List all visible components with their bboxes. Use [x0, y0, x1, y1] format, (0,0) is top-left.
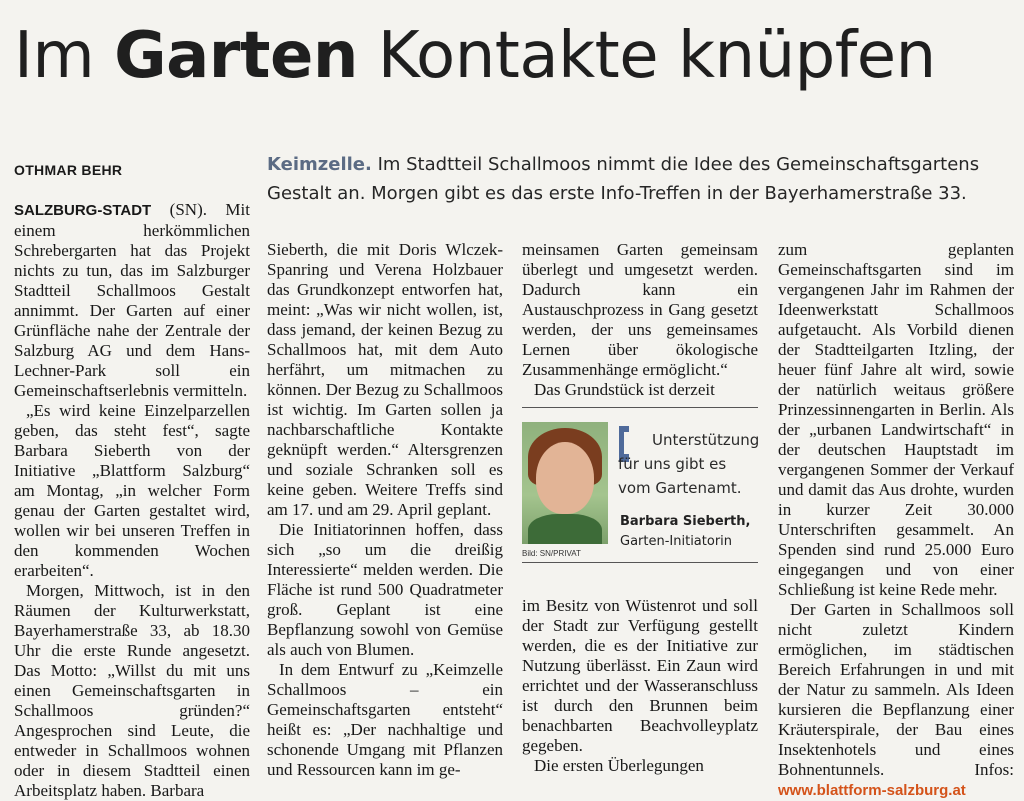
headline-bold: Garten	[114, 19, 358, 93]
lead-kicker: Keimzelle.	[267, 154, 372, 175]
column3-p2: Das Grundstück ist derzeit	[534, 380, 715, 399]
quote-role: Garten-Initiatorin	[620, 534, 733, 549]
portrait-photo	[522, 422, 608, 544]
column2-p1: Sieberth, die mit Doris Wlczek-Spanring und Verena Holzbauer das Grundkonzept entworfen hat, meint: „Was wir nicht wollen, ist, dass jemand, der keinen Bezug zu Schallmoos hat, mit dem Auto herfährt, um mitmachen zu können. Der Bezug zu Schallmoos ist wichtig. Im Garten sollen ja nachbarschaftliche Kontakte geknüpft werden.“ Altersgrenzen und soziale Schranken soll es keine geben. Weitere Treffs sind am 17. und am 29. April geplant.	[267, 240, 503, 519]
pull-quote-box	[522, 407, 758, 563]
dateline: SALZBURG-STADT	[14, 202, 152, 219]
column2-p2: Die Initiatorinnen hoffen, dass sich „so um die dreißig Interessierte“ melden werden. Die Fläche ist rund 500 Quadratmeter groß. Geplant ist eine Bepflanzung sowohl von Gemüse als auch von Blumen.	[267, 520, 503, 659]
column3-p4: Die ersten Überlegungen	[534, 756, 704, 775]
column1-p2: „Es wird keine Einzelparzellen geben, das steht fest“, sagte Barbara Sieberth von der Initiative „Blattform Salzburg“ am Montag, „in welcher Form genau der Garten gestaltet wird, wollen wir bei unseren Treffen in den kommenden Wochen erarbeiten“.	[14, 401, 250, 580]
column3-p1: meinsamen Garten gemeinsam überlegt und umgesetzt werden. Dadurch kann ein Austauschprozess in Gang gesetzt werden, der uns gemeinsames Lernen über ökologische Zusammenhänge ermöglicht.“	[522, 240, 758, 379]
column1-p1: (SN). Mit einem herkömmlichen Schrebergarten hat das Projekt nichts zu tun, das im Salzburger Stadtteil Schallmoos Gestalt annimmt. Der Garten auf einer Grünfläche nahe der Zentrale der Salzburg AG und dem Hans-Lechner-Park soll ein Gemeinschaftserlebnis vermitteln.	[14, 200, 250, 400]
headline-part1: Im	[14, 19, 115, 93]
lead-paragraph	[267, 150, 1012, 208]
column-4	[778, 240, 1014, 801]
author-byline: OTHMAR BEHR	[14, 162, 123, 178]
column-3-bottom	[522, 596, 758, 776]
column1-p3: Morgen, Mittwoch, ist in den Räumen der Kulturwerkstatt, Bayerhamerstraße 33, ab 18.30 Uhr die erste Runde angesetzt. Das Motto: „Willst du mit uns einen Gemeinschaftsgarten in Schallmoos gründen?“ Angesprochen sind Leute, die entweder in Schallmoos wohnen oder in diesem Stadtteil einen Arbeitsplatz haben. Barbara	[14, 581, 250, 800]
quote-text: Unterstützung für uns gibt es vom Gartenamt.	[618, 431, 760, 497]
headline-part2: Kontakte knüpfen	[357, 19, 936, 93]
column-1	[14, 200, 250, 801]
column-2	[267, 240, 503, 780]
website-link[interactable]: www.blattform-salzburg.at	[778, 782, 966, 799]
column3-p3: im Besitz von Wüstenrot und soll der Stadt zur Verfügung gestellt werden, die es der Initiative zur Nutzung überlässt. Ein Zaun wird errichtet und der Wasseranschluss ist durch den Brunnen beim benachbarten Beachvolleyplatz gegeben.	[522, 596, 758, 755]
headline	[14, 16, 1014, 96]
column-3-top	[522, 240, 758, 400]
photo-credit: Bild: SN/PRIVAT	[522, 549, 581, 558]
quote-name: Barbara Sieberth,	[620, 514, 751, 529]
column4-p1: zum geplanten Gemeinschaftsgarten sind im vergangenen Jahr im Rahmen der Ideenwerkstatt Schallmoos aufgetaucht. Als Vorbild dienen der Stadtteilgarten Itzling, der heuer fünf Jahre alt wird, sowie der natürlich weitaus größere Prinzessinnengarten in Berlin. Als der „urbanen Landwirtschaft“ in der deutschen Hauptstadt im vergangenen Sommer der Verkauf und damit das Aus drohte, wurden in kurzer Zeit 30.000 Unterschriften gesammelt. An Spenden sind rund 25.000 Euro eingegangen und von einer Schließung ist keine Rede mehr.	[778, 240, 1014, 599]
lead-text: Im Stadtteil Schallmoos nimmt die Idee des Gemeinschaftsgartens Gestalt an. Morgen gibt es das erste Info-Treffen in der Bayerhamerstraße 33.	[267, 154, 980, 204]
column4-p2: Der Garten in Schallmoos soll nicht zuletzt Kindern ermöglichen, im städtischen Bereich Erfahrungen in und mit der Natur zu sammeln. Als Ideen kursieren die Bepflanzung einer Kräuterspirale, der Bau eines Insektenhotels und eines Bohnentunnels. Infos:	[778, 600, 1014, 779]
column2-p3: In dem Entwurf zu „Keimzelle Schallmoos – ein Gemeinschaftsgarten entsteht“ heißt es: „Der nachhaltige und schonende Umgang mit Pflanzen und Ressourcen kann im ge-	[267, 660, 503, 779]
